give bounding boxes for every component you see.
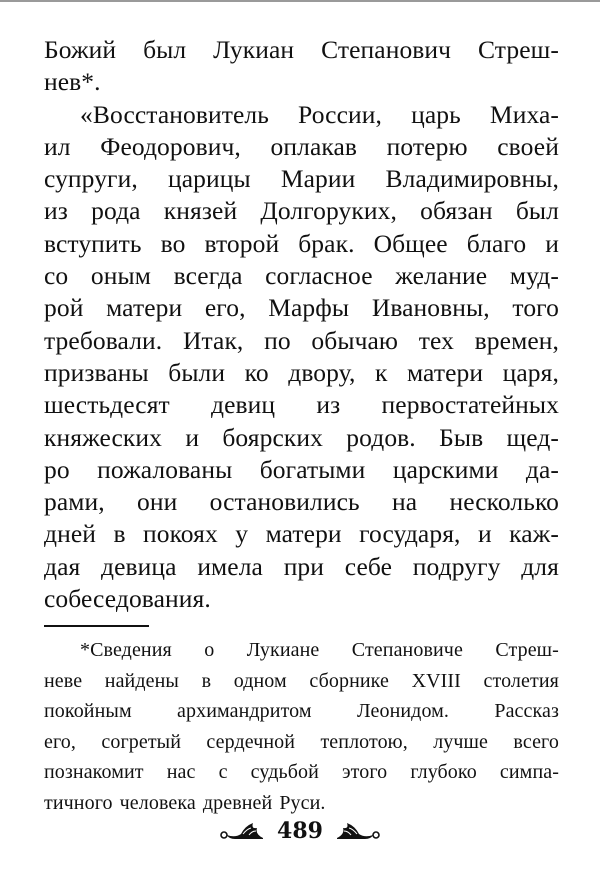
word: матери [407, 357, 484, 387]
word: супруги, [44, 164, 138, 194]
word: обязан [420, 196, 493, 226]
word: матери [265, 519, 342, 549]
text-line [44, 696, 559, 727]
leaf-ornament-left-icon [219, 820, 265, 842]
word: Ивановны, [371, 293, 490, 323]
word: покойным [44, 700, 132, 723]
word: из [44, 196, 68, 226]
text-line [44, 163, 559, 195]
word: рой [44, 293, 84, 323]
text-line [44, 518, 559, 550]
word: ил [44, 131, 71, 161]
word: родов. [346, 422, 416, 452]
text-line [44, 727, 559, 758]
word: Марфы [268, 293, 350, 323]
word: при [283, 551, 325, 581]
word: *Сведения [80, 639, 172, 662]
word: Итак, [182, 325, 244, 355]
word: обычаю [311, 325, 399, 355]
text-line [44, 635, 559, 666]
word: требовали. [44, 325, 163, 355]
word: матери [106, 293, 183, 323]
word: царя, [502, 357, 559, 387]
main-text [44, 34, 559, 615]
word: Общее [373, 228, 448, 258]
word: остановились [209, 487, 360, 517]
word: желание [395, 261, 488, 291]
word: нас [166, 761, 196, 784]
word: теплотою, [320, 730, 408, 753]
word: Стреш- [478, 35, 559, 64]
word: и [545, 228, 559, 258]
word: судьбой [250, 761, 319, 784]
word: государя, [359, 519, 461, 549]
word: князей [163, 196, 238, 226]
word: ко [244, 357, 269, 387]
word: себе [344, 551, 393, 581]
word: девица [101, 551, 177, 581]
word: лучше [433, 730, 489, 753]
word: богатыми [259, 454, 366, 484]
word: в [113, 519, 126, 549]
word: благо [466, 228, 527, 258]
word: рами, [44, 487, 105, 517]
word: Божий [44, 35, 117, 64]
word: боярских [222, 422, 323, 452]
word: «Восстановитель [80, 99, 269, 129]
word: столетия [483, 669, 559, 692]
word: во [160, 228, 186, 258]
word: оплакав [270, 131, 358, 161]
text-line [44, 389, 559, 421]
word: этого [341, 761, 388, 784]
word: всегда [173, 261, 243, 291]
word: того [512, 293, 559, 323]
word: Феодорович, [100, 131, 241, 161]
word: был [515, 196, 559, 226]
word: со [44, 261, 69, 291]
text-line [44, 583, 559, 615]
word: потерю [386, 131, 468, 161]
word: для [521, 551, 559, 581]
footnote-text [44, 635, 559, 818]
word: пожалованы [97, 454, 233, 484]
text-line [44, 788, 559, 819]
word: из [316, 390, 341, 420]
word: найдены [104, 669, 179, 692]
word: Стреш- [495, 639, 559, 662]
page-number: 489 [277, 818, 323, 844]
word: Миха- [489, 99, 559, 129]
word: человека [119, 791, 196, 814]
word: на [392, 487, 418, 517]
text-line [44, 99, 559, 131]
word: призваны [44, 357, 149, 387]
word: и [185, 422, 200, 452]
word: шестьдесят [44, 390, 170, 420]
word: глубоко [410, 761, 477, 784]
page-top-border [0, 0, 600, 2]
word: они [137, 487, 178, 517]
word: его, [44, 730, 76, 753]
word: оным [90, 261, 151, 291]
word: рода [91, 196, 141, 226]
word: в [201, 669, 212, 692]
word: Рассказ [494, 700, 559, 723]
text-line [44, 131, 559, 163]
word: собеседования. [44, 584, 211, 614]
word: к [374, 357, 388, 387]
word: были [168, 357, 226, 387]
text-line [44, 260, 559, 292]
word: каж- [509, 519, 559, 549]
word: тех [418, 325, 454, 355]
text-line [44, 454, 559, 486]
word: России, [298, 99, 382, 129]
word: времен, [474, 325, 559, 355]
word: двору, [288, 357, 356, 387]
word: несколько [449, 487, 559, 517]
word: Степановиче [351, 639, 463, 662]
text-line [44, 357, 559, 389]
word: девиц [211, 390, 276, 420]
word: согласное [265, 261, 373, 291]
word: его, [204, 293, 246, 323]
text-line [44, 66, 559, 98]
word: вступить [44, 228, 142, 258]
word: Марии [280, 164, 356, 194]
leaf-ornament-right-icon [335, 820, 381, 842]
word: тичного [44, 791, 113, 814]
word: дней [44, 519, 96, 549]
text-line [44, 195, 559, 227]
word: о [204, 639, 215, 662]
word: нев*. [44, 67, 101, 97]
text-line [44, 34, 559, 66]
word: Степанович [321, 35, 452, 64]
word: царицы [167, 164, 251, 194]
word: Владимировны, [385, 164, 559, 194]
word: да- [525, 454, 559, 484]
word: познакомит [44, 761, 144, 784]
word: щед- [506, 422, 559, 452]
word: был [143, 35, 187, 64]
word: Леонидом. [356, 700, 450, 723]
word: сердечной [206, 730, 296, 753]
book-page [44, 34, 559, 818]
word: древней [202, 791, 273, 814]
word: и [477, 519, 492, 549]
text-line [44, 292, 559, 324]
word: неве [44, 669, 83, 692]
word: XVIII [411, 669, 461, 692]
word: имела [197, 551, 263, 581]
word: Лукиане [246, 639, 320, 662]
word: по [264, 325, 291, 355]
word: у [235, 519, 249, 549]
text-line [44, 757, 559, 788]
word: первостатейных [381, 390, 559, 420]
word: царь [411, 99, 461, 129]
word: Быв [439, 422, 484, 452]
page-folio [0, 818, 600, 844]
word: брак. [298, 228, 355, 258]
text-line [44, 486, 559, 518]
text-line [44, 551, 559, 583]
word: с [218, 761, 228, 784]
word: Руси. [279, 791, 326, 814]
text-line [44, 422, 559, 454]
word: дая [44, 551, 81, 581]
word: согретый [101, 730, 182, 753]
word: покоях [143, 519, 218, 549]
word: своей [497, 131, 559, 161]
text-line [44, 666, 559, 697]
word: подругу [412, 551, 501, 581]
word: ро [44, 454, 70, 484]
word: сборнике [309, 669, 389, 692]
footnote-separator [44, 625, 149, 627]
word: одном [233, 669, 287, 692]
text-line [44, 228, 559, 260]
word: княжеских [44, 422, 163, 452]
word: всего [513, 730, 559, 753]
word: муд- [509, 261, 559, 291]
word: Долгоруких, [260, 196, 397, 226]
word: симпа- [499, 761, 559, 784]
word: Лукиан [213, 35, 295, 64]
word: царскими [392, 454, 499, 484]
text-line [44, 325, 559, 357]
word: архимандритом [177, 700, 312, 723]
word: второй [204, 228, 280, 258]
